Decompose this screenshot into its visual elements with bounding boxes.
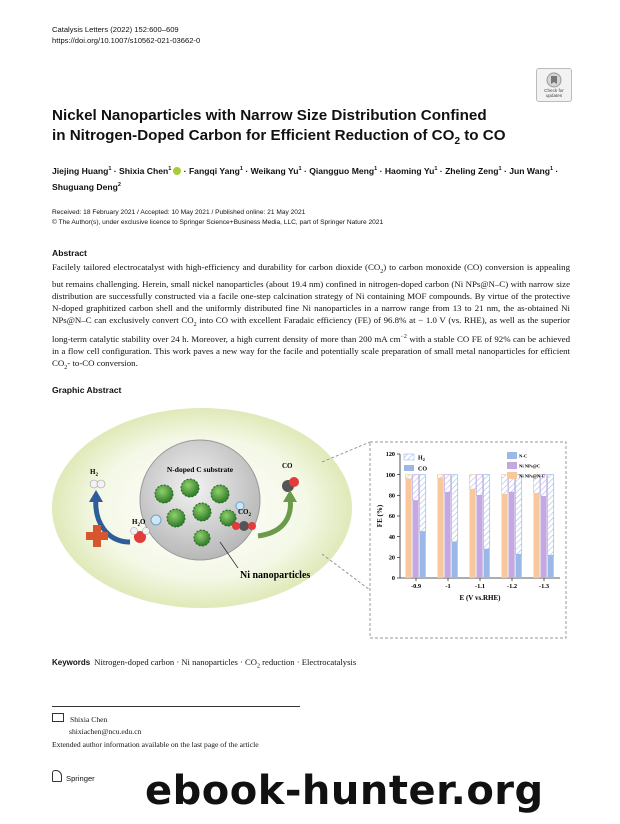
title-line2-text: in Nitrogen-Doped Carbon for Efficient Reduction of CO (52, 127, 455, 144)
co-bar (484, 549, 490, 578)
abstract-subscript: 2 (380, 268, 384, 275)
co-bar (548, 555, 554, 578)
y-tick-label: 80 (388, 492, 395, 500)
corresponding-author: Shixia Chen (70, 715, 108, 724)
author-affiliation: 2 (117, 181, 121, 188)
title-line1: Nickel Nanoparticles with Narrow Size Distribution Confined (52, 107, 487, 124)
co2-label: $CO_2$ (238, 508, 251, 518)
author-name[interactable]: Jiejing Huang (52, 165, 109, 176)
h2-bar-hatch (406, 475, 412, 479)
h2-bar-hatch (477, 475, 483, 496)
ni-particle (193, 503, 211, 521)
ni-particle (167, 509, 185, 527)
connector-line (322, 442, 370, 462)
author-name[interactable]: Zheling Zeng (445, 165, 499, 176)
legend-label: CO (418, 466, 427, 473)
x-axis-label: E (V vs.RHE) (459, 594, 501, 602)
co-bar (509, 492, 515, 578)
bubble (151, 515, 161, 525)
publication-dates (52, 208, 572, 227)
badge-line1: Check for (544, 88, 564, 93)
h2-bar-hatch (445, 475, 451, 493)
correspondence (52, 713, 141, 737)
y-tick-label: 60 (388, 513, 395, 521)
legend-swatch-series (507, 462, 517, 469)
y-tick-label: 20 (388, 554, 395, 562)
abstract-superscript: −2 (400, 334, 407, 340)
author-name[interactable]: Jun Wang (509, 165, 550, 176)
author-name[interactable]: Qiangguo Meng (309, 165, 375, 176)
publisher (52, 770, 95, 783)
copyright-line: © The Author(s), under exclusive licence to Springer Science+Business Media, LLC, part of Springer Nature 2021 (52, 218, 384, 226)
legend-subscript: 2 (422, 457, 425, 462)
legend-swatch-h2 (404, 454, 414, 460)
check-for-updates-badge[interactable] (536, 68, 572, 102)
author-affiliation: 1 (108, 166, 112, 172)
bookmark-icon (545, 72, 563, 88)
mail-icon (52, 713, 64, 722)
springer-horse-icon (52, 770, 62, 782)
author-name[interactable]: Fangqi Yang (188, 165, 240, 176)
co-bar (516, 554, 522, 578)
title-subscript: 2 (454, 136, 461, 148)
author-name[interactable]: Shuguang Deng (52, 181, 118, 192)
x-tick-label: -1.3 (538, 583, 550, 590)
co-bar (452, 542, 458, 578)
author-separator: · (111, 165, 120, 176)
title-line2 (52, 126, 552, 152)
abstract-text: - to-CO conversion. (67, 358, 138, 369)
author-name[interactable]: Haoming Yu (384, 165, 435, 176)
co2-molecule (232, 521, 256, 531)
ni-nanoparticles-label: Ni nanoparticles (240, 570, 311, 581)
keywords-text: Nitrogen-doped carbon · Ni nanoparticles · CO (94, 657, 257, 667)
journal-header (52, 24, 200, 46)
author-affiliation: 1 (298, 166, 302, 172)
legend-series-label: Ni NPs@C (519, 463, 541, 469)
legend-label: $H_2$ (418, 455, 425, 462)
graphic-abstract-figure (52, 402, 570, 642)
corresponding-email[interactable]: shixiachen@ncu.edu.cn (69, 726, 142, 736)
x-tick-label: -0.9 (410, 583, 422, 590)
badge-line2: updates (545, 93, 563, 98)
doi-link[interactable]: https://doi.org/10.1007/s10562-021-03662-0 (52, 36, 201, 45)
publisher-name: Springer (66, 774, 95, 783)
co-bar (534, 493, 540, 578)
h2-bar-hatch (484, 475, 490, 549)
abstract-text: with a stable CO FE of 92% can be achieved in a flow cell configuration. This work paves a new way for the facile and potentially scale preparation of small metal nanoparticles for efficient CO (52, 333, 570, 369)
extended-info: Extended author information available on the last page of the article (52, 740, 259, 749)
h2-bar-hatch (470, 475, 476, 489)
co-bar (438, 478, 444, 578)
author-separator: · (301, 165, 310, 176)
h2o-label: $H_2O$ (132, 518, 146, 528)
y-tick-label: 100 (385, 471, 395, 479)
author-name[interactable]: Shixia Chen (119, 165, 169, 176)
y-tick-label: 120 (385, 451, 395, 459)
title-line2-end: to CO (460, 127, 506, 144)
ni-particle (155, 485, 173, 503)
co-bar (477, 495, 483, 578)
graphic-abstract-heading: Graphic Abstract (52, 385, 122, 395)
h2-bar-hatch (420, 475, 426, 532)
abstract-text: into CO with excellent Faradaic efficiency (FE) of 96.8% at − 1.0 V (vs. RHE), as well as the superior long-term catalytic stability over 24 h. Moreover, a high current density of more than 200 mA cm (52, 315, 570, 344)
y-tick-label: 40 (388, 533, 395, 541)
abstract-subscript: 2 (64, 364, 68, 371)
article-title (52, 106, 552, 152)
h2-bar-hatch (452, 475, 458, 542)
author-separator: · (437, 165, 446, 176)
author-name[interactable]: Weikang Yu (250, 165, 299, 176)
h2-bar-hatch (516, 475, 522, 555)
co-bar (502, 494, 508, 578)
author-affiliation: 1 (374, 166, 378, 172)
journal-citation: Catalysis Letters (2022) 152:600–609 (52, 25, 179, 34)
keywords-label: Keywords (52, 658, 91, 667)
illustration (52, 408, 352, 608)
x-tick-label: -1.1 (474, 583, 486, 590)
author-affiliation: 1 (549, 166, 554, 172)
abstract-subscript: 2 (193, 321, 197, 328)
co-bar (413, 501, 419, 579)
h2-bar-hatch (548, 475, 554, 556)
abstract-body (52, 261, 570, 374)
fe-bar-chart (370, 442, 566, 638)
footnote-rule (52, 706, 300, 707)
author-separator: · (181, 165, 189, 176)
co-bar (420, 532, 426, 579)
co-label: CO (282, 462, 293, 470)
y-axis-label: FE (%) (376, 504, 384, 528)
author-list (52, 162, 562, 194)
h2-bar-hatch (438, 475, 444, 478)
co-bar (445, 492, 451, 578)
author-affiliation: 1 (498, 166, 502, 172)
ni-particle (181, 479, 199, 497)
y-tick-label: 0 (391, 575, 395, 583)
x-tick-label: -1.2 (506, 583, 518, 590)
keywords-text-end: reduction · Electrocatalysis (260, 657, 357, 667)
ni-particle (194, 530, 210, 546)
legend-swatch-co (404, 465, 414, 471)
co-bar (541, 496, 547, 578)
author-affiliation: 1 (168, 166, 172, 172)
legend-swatch-series (507, 472, 517, 479)
h2-bar-hatch (502, 475, 508, 495)
legend-series-label: Ni NPs@N-C (519, 473, 546, 479)
dates-line: Received: 18 February 2021 / Accepted: 10 May 2021 / Published online: 21 May 2021 (52, 209, 306, 216)
h2-bar-hatch (413, 475, 419, 501)
abstract-text: ) to carbon monoxide (CO) conversion is appealing but remains challenging. Herein, small nickel nanoparticles (about 19.4 nm) confined in nitrogen-doped carbon (Ni NPs@N–C) with narrow size distribution are successfully constructed via a facile one-step calcination strategy of Ni containing MOF compounds. By virtue of the protective N-doped graphitized carbon shell and the uniformly distributed fine Ni nanoparticles in a narrow range from 13 to 21 nm, the as-obtained Ni NPs@N–C can exclusively convert CO (52, 262, 570, 326)
author-separator: · (242, 165, 251, 176)
ni-particle (211, 485, 229, 503)
author-separator: · (377, 165, 385, 176)
h2-label: $H_2$ (90, 468, 98, 478)
author-affiliation: 1 (239, 166, 243, 172)
legend-series-label: N-C (519, 453, 528, 459)
x-tick-label: -1 (445, 583, 451, 590)
author-separator: · (553, 165, 559, 176)
legend-swatch-series (507, 452, 517, 459)
co-bar (406, 479, 412, 578)
co-bar (470, 489, 476, 578)
keywords-line (52, 657, 572, 670)
watermark: ebook-hunter.org (145, 768, 544, 814)
abstract-heading: Abstract (52, 248, 87, 258)
keywords-subscript: 2 (257, 663, 260, 670)
author-separator: · (501, 165, 510, 176)
author-affiliation: 1 (434, 166, 438, 172)
abstract-text: Facilely tailored electrocatalyst with high-efficiency and durability for carbon dioxide (CO (52, 262, 381, 272)
substrate-label: N-doped C substrate (166, 465, 234, 474)
